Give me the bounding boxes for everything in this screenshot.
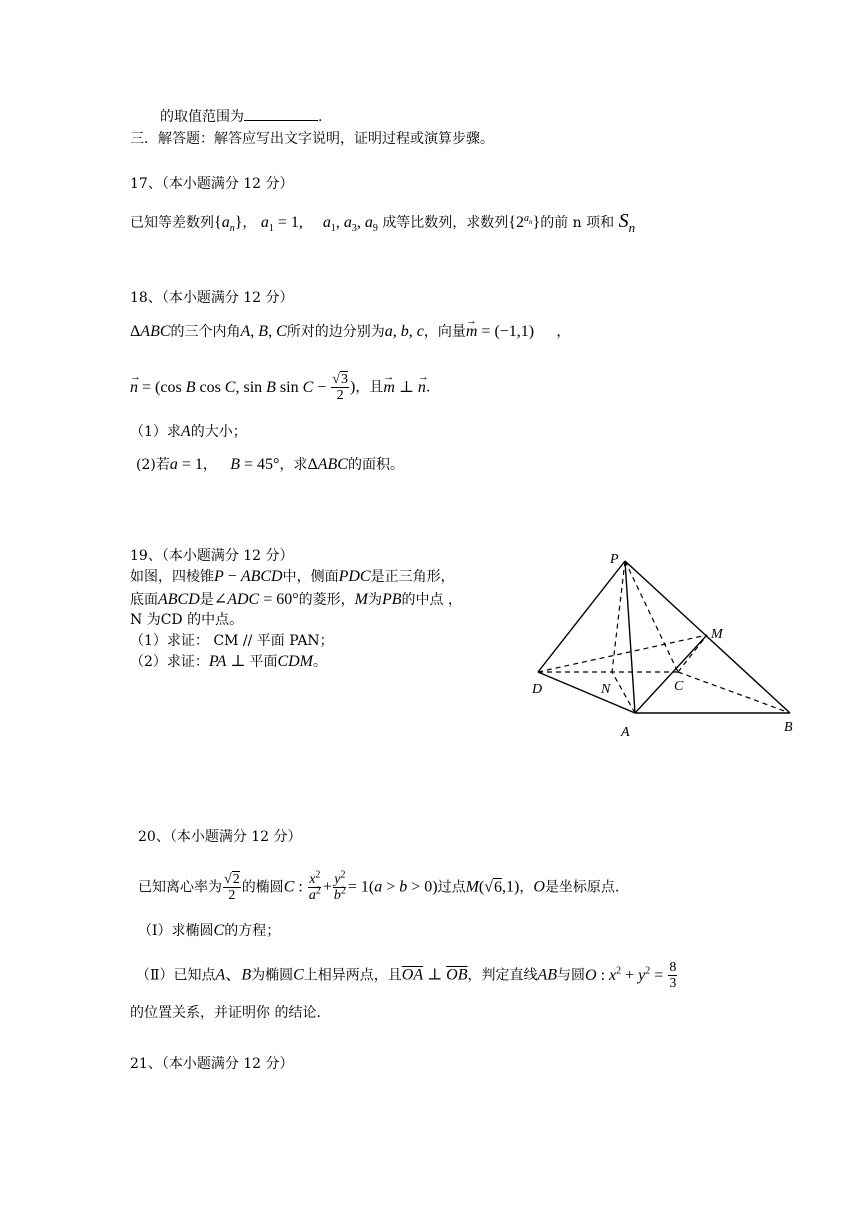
previous-question-tail: 的取值范围为 . — [160, 106, 322, 127]
edge-PN — [612, 561, 625, 672]
label-D: D — [532, 682, 543, 697]
q20-body: 已知离心率为 $\frac{√2}{2}$ 的椭圆C : $\frac{x^2}{a^2}$ + $\frac{y^2}{b^2}$ = 1(a > b > 0)过点M(√6,1)，O是坐标原点. — [138, 869, 620, 903]
label-C: C — [674, 679, 684, 694]
q17-header: 17、（本小题满分 12 分） — [130, 176, 294, 192]
label-M: M — [711, 627, 723, 642]
q18-part2: (2)若a = 1， B = 45°，求ΔABC的面积。 — [136, 456, 404, 473]
edge-PA — [625, 561, 635, 713]
answer-blank — [244, 106, 318, 121]
edge-AN — [612, 672, 635, 713]
q18-part1: （1）求A的大小； — [130, 423, 247, 440]
q19-body-line2: 底面ABCD是∠ADC = 60°的菱形，M为PB的中点 ， — [130, 591, 462, 608]
q19-body-line1: 如图，四棱锥P − ABCD中，侧面PDC是正三角形， — [130, 568, 455, 585]
q18-body-line1: ΔABC的三个内角A, B, C所对的边分别为a, b, c，向量→ m = (−1,1) ， — [130, 322, 570, 342]
edge-PB — [625, 561, 790, 713]
q20-part2: （Ⅱ）已知点A、B为椭圆C上相异两点，且$\overline{OA}$ ⊥ $\overline{OB}$，判定直线AB与圆O : $x^2 + y^2$ = $\frac{8}{3}$ — [136, 960, 677, 991]
q17-body: 已知等差数列$\{a_n\}$， $a_1 = 1$, $a_1$, $a_3$, $a_9$ 成等比数列，求数列$\{2^{a_n}\}$的前 n 项和 $S_n$ — [130, 210, 636, 235]
edge-PC — [625, 561, 678, 672]
q20-part2-cont: 的位置关系，并证明你 的结论. — [130, 1005, 321, 1021]
q21-header: 21、（本小题满分 12 分） — [130, 1056, 294, 1072]
q19-header: 19、（本小题满分 12 分） — [130, 548, 294, 564]
edge-CB — [678, 672, 790, 713]
label-B: B — [784, 720, 793, 735]
label-A: A — [621, 725, 630, 740]
pyramid-figure — [520, 548, 810, 748]
q18-header: 18、（本小题满分 12 分） — [130, 290, 294, 306]
q19-part2: （2）求证：PA ⊥ 平面CDM。 — [130, 653, 328, 670]
label-P: P — [610, 552, 619, 567]
q19-body-line3: N 为CD 的中点。 — [130, 612, 244, 628]
q18-body-line2: → n = (cos B cos C, sin B sin C − $\frac{√3}{2}$ )，且→ m ⊥ → n. — [130, 372, 430, 403]
q20-part1: （Ⅰ）求椭圆C的方程； — [138, 922, 281, 939]
edge-DA — [538, 672, 635, 713]
q20-header: 20、（本小题满分 12 分） — [138, 829, 302, 845]
edge-AM — [635, 635, 707, 713]
section-3-heading: 三．解答题：解答应写出文字说明，证明过程或演算步骤。 — [130, 131, 494, 147]
q19-part1: （1）求证： CM // 平面 PAN； — [130, 633, 334, 649]
label-N: N — [601, 682, 611, 697]
